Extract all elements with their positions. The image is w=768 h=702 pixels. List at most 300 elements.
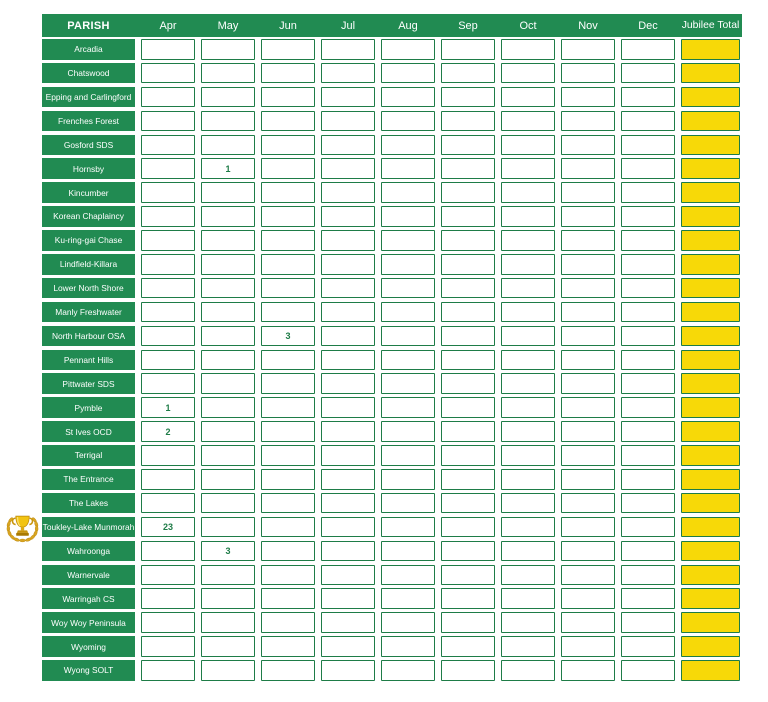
month-cell-may[interactable] (201, 565, 255, 586)
month-cell-jul[interactable] (321, 206, 375, 227)
month-cell-jul[interactable] (321, 326, 375, 347)
jubilee-total-cell[interactable] (681, 254, 740, 275)
month-cell-jun[interactable] (261, 254, 315, 275)
month-cell-nov[interactable] (561, 421, 615, 442)
month-cell-oct[interactable] (501, 493, 555, 514)
month-cell-dec[interactable] (621, 636, 675, 657)
month-cell-jun[interactable] (261, 63, 315, 84)
month-cell-aug[interactable] (381, 158, 435, 179)
month-cell-jul[interactable] (321, 254, 375, 275)
month-cell-oct[interactable] (501, 469, 555, 490)
month-cell-may[interactable] (201, 230, 255, 251)
parish-cell[interactable] (42, 373, 135, 394)
parish-cell[interactable] (42, 111, 135, 132)
month-cell-sep[interactable] (441, 660, 495, 681)
month-cell-dec[interactable] (621, 230, 675, 251)
month-cell-sep[interactable] (441, 206, 495, 227)
month-cell-oct[interactable] (501, 230, 555, 251)
jubilee-total-cell[interactable] (681, 350, 740, 371)
jubilee-total-cell[interactable] (681, 397, 740, 418)
month-cell-dec[interactable] (621, 326, 675, 347)
month-cell-jun[interactable] (261, 397, 315, 418)
parish-cell[interactable] (42, 588, 135, 609)
month-cell-may[interactable] (201, 373, 255, 394)
month-cell-nov[interactable] (561, 87, 615, 108)
month-cell-apr[interactable]: 1 (141, 397, 195, 418)
month-cell-jul[interactable] (321, 278, 375, 299)
month-cell-aug[interactable] (381, 182, 435, 203)
month-cell-aug[interactable] (381, 517, 435, 538)
month-cell-sep[interactable] (441, 111, 495, 132)
month-cell-jul[interactable] (321, 135, 375, 156)
month-cell-may[interactable] (201, 63, 255, 84)
month-cell-oct[interactable] (501, 612, 555, 633)
month-cell-may[interactable] (201, 135, 255, 156)
month-cell-oct[interactable] (501, 588, 555, 609)
month-cell-aug[interactable] (381, 660, 435, 681)
month-cell-sep[interactable] (441, 612, 495, 633)
month-cell-may[interactable] (201, 350, 255, 371)
month-cell-aug[interactable] (381, 565, 435, 586)
month-cell-dec[interactable] (621, 158, 675, 179)
month-cell-jun[interactable] (261, 493, 315, 514)
month-cell-oct[interactable] (501, 350, 555, 371)
month-cell-nov[interactable] (561, 254, 615, 275)
month-cell-jun[interactable] (261, 445, 315, 466)
jubilee-total-cell[interactable] (681, 63, 740, 84)
month-cell-nov[interactable] (561, 302, 615, 323)
parish-cell[interactable] (42, 397, 135, 418)
parish-cell[interactable] (42, 421, 135, 442)
month-cell-jun[interactable] (261, 636, 315, 657)
month-cell-sep[interactable] (441, 565, 495, 586)
month-cell-oct[interactable] (501, 135, 555, 156)
month-cell-may[interactable] (201, 39, 255, 60)
jubilee-total-cell[interactable] (681, 326, 740, 347)
month-cell-dec[interactable] (621, 517, 675, 538)
month-cell-apr[interactable] (141, 445, 195, 466)
month-cell-sep[interactable] (441, 469, 495, 490)
month-cell-dec[interactable] (621, 63, 675, 84)
month-cell-nov[interactable] (561, 397, 615, 418)
month-cell-oct[interactable] (501, 302, 555, 323)
month-cell-may[interactable] (201, 636, 255, 657)
month-cell-apr[interactable] (141, 493, 195, 514)
month-cell-nov[interactable] (561, 517, 615, 538)
month-cell-oct[interactable] (501, 158, 555, 179)
month-cell-aug[interactable] (381, 254, 435, 275)
month-cell-jul[interactable] (321, 517, 375, 538)
month-cell-oct[interactable] (501, 636, 555, 657)
month-cell-may[interactable] (201, 111, 255, 132)
month-cell-may[interactable]: 3 (201, 541, 255, 562)
month-cell-jul[interactable] (321, 373, 375, 394)
month-cell-apr[interactable] (141, 63, 195, 84)
month-cell-may[interactable] (201, 206, 255, 227)
month-cell-jun[interactable] (261, 469, 315, 490)
jubilee-total-cell[interactable] (681, 278, 740, 299)
month-cell-jul[interactable] (321, 397, 375, 418)
jubilee-total-cell[interactable] (681, 660, 740, 681)
month-cell-sep[interactable] (441, 278, 495, 299)
parish-cell[interactable] (42, 445, 135, 466)
month-cell-apr[interactable] (141, 565, 195, 586)
month-cell-apr[interactable] (141, 87, 195, 108)
month-cell-sep[interactable] (441, 636, 495, 657)
month-cell-aug[interactable] (381, 612, 435, 633)
month-cell-aug[interactable] (381, 302, 435, 323)
month-cell-jul[interactable] (321, 588, 375, 609)
month-cell-sep[interactable] (441, 254, 495, 275)
month-cell-sep[interactable] (441, 39, 495, 60)
jubilee-total-cell[interactable] (681, 421, 740, 442)
month-cell-oct[interactable] (501, 565, 555, 586)
jubilee-total-cell[interactable] (681, 636, 740, 657)
month-cell-may[interactable] (201, 421, 255, 442)
month-cell-sep[interactable] (441, 588, 495, 609)
month-cell-aug[interactable] (381, 87, 435, 108)
month-cell-nov[interactable] (561, 541, 615, 562)
month-cell-dec[interactable] (621, 588, 675, 609)
month-cell-jun[interactable] (261, 278, 315, 299)
month-cell-nov[interactable] (561, 445, 615, 466)
month-cell-jun[interactable] (261, 565, 315, 586)
month-cell-sep[interactable] (441, 493, 495, 514)
month-cell-jul[interactable] (321, 660, 375, 681)
month-cell-sep[interactable] (441, 230, 495, 251)
month-cell-oct[interactable] (501, 182, 555, 203)
month-cell-jun[interactable] (261, 158, 315, 179)
month-cell-aug[interactable] (381, 350, 435, 371)
month-cell-jun[interactable] (261, 588, 315, 609)
parish-cell[interactable] (42, 39, 135, 60)
month-cell-dec[interactable] (621, 39, 675, 60)
month-cell-jun[interactable] (261, 541, 315, 562)
month-cell-sep[interactable] (441, 302, 495, 323)
month-cell-may[interactable] (201, 87, 255, 108)
month-cell-oct[interactable] (501, 63, 555, 84)
month-cell-nov[interactable] (561, 326, 615, 347)
month-cell-oct[interactable] (501, 517, 555, 538)
month-cell-apr[interactable]: 2 (141, 421, 195, 442)
month-cell-may[interactable] (201, 254, 255, 275)
month-cell-apr[interactable] (141, 39, 195, 60)
month-cell-nov[interactable] (561, 612, 615, 633)
parish-cell[interactable] (42, 87, 135, 108)
month-cell-dec[interactable] (621, 397, 675, 418)
parish-cell[interactable] (42, 565, 135, 586)
month-cell-aug[interactable] (381, 63, 435, 84)
month-cell-nov[interactable] (561, 493, 615, 514)
month-cell-jun[interactable] (261, 350, 315, 371)
month-cell-apr[interactable] (141, 302, 195, 323)
month-cell-dec[interactable] (621, 541, 675, 562)
month-cell-may[interactable] (201, 445, 255, 466)
month-cell-may[interactable] (201, 469, 255, 490)
month-cell-jul[interactable] (321, 612, 375, 633)
month-cell-nov[interactable] (561, 39, 615, 60)
month-cell-dec[interactable] (621, 445, 675, 466)
parish-cell[interactable] (42, 230, 135, 251)
month-cell-dec[interactable] (621, 135, 675, 156)
month-cell-apr[interactable] (141, 135, 195, 156)
month-cell-dec[interactable] (621, 612, 675, 633)
month-cell-oct[interactable] (501, 326, 555, 347)
month-cell-may[interactable] (201, 278, 255, 299)
month-cell-jul[interactable] (321, 302, 375, 323)
month-cell-dec[interactable] (621, 469, 675, 490)
month-cell-sep[interactable] (441, 445, 495, 466)
parish-cell[interactable] (42, 469, 135, 490)
month-cell-apr[interactable] (141, 158, 195, 179)
month-cell-oct[interactable] (501, 278, 555, 299)
month-cell-dec[interactable] (621, 350, 675, 371)
month-cell-dec[interactable] (621, 565, 675, 586)
month-cell-nov[interactable] (561, 469, 615, 490)
month-cell-jul[interactable] (321, 493, 375, 514)
month-cell-apr[interactable] (141, 326, 195, 347)
month-cell-jun[interactable] (261, 612, 315, 633)
month-cell-dec[interactable] (621, 278, 675, 299)
month-cell-may[interactable] (201, 660, 255, 681)
month-cell-jul[interactable] (321, 111, 375, 132)
month-cell-aug[interactable] (381, 541, 435, 562)
month-cell-apr[interactable] (141, 206, 195, 227)
month-cell-jun[interactable] (261, 39, 315, 60)
month-cell-nov[interactable] (561, 158, 615, 179)
parish-cell[interactable] (42, 158, 135, 179)
month-cell-sep[interactable] (441, 158, 495, 179)
month-cell-nov[interactable] (561, 63, 615, 84)
month-cell-jul[interactable] (321, 158, 375, 179)
month-cell-jun[interactable] (261, 87, 315, 108)
month-cell-jun[interactable] (261, 206, 315, 227)
jubilee-total-cell[interactable] (681, 182, 740, 203)
month-cell-may[interactable] (201, 397, 255, 418)
jubilee-total-cell[interactable] (681, 230, 740, 251)
month-cell-jun[interactable] (261, 230, 315, 251)
month-cell-aug[interactable] (381, 278, 435, 299)
jubilee-total-cell[interactable] (681, 111, 740, 132)
month-cell-may[interactable] (201, 302, 255, 323)
month-cell-sep[interactable] (441, 350, 495, 371)
jubilee-total-cell[interactable] (681, 517, 740, 538)
month-cell-jul[interactable] (321, 350, 375, 371)
month-cell-dec[interactable] (621, 660, 675, 681)
month-cell-oct[interactable] (501, 445, 555, 466)
month-cell-sep[interactable] (441, 87, 495, 108)
month-cell-nov[interactable] (561, 588, 615, 609)
parish-cell[interactable] (42, 206, 135, 227)
month-cell-aug[interactable] (381, 636, 435, 657)
jubilee-total-cell[interactable] (681, 493, 740, 514)
month-cell-aug[interactable] (381, 39, 435, 60)
month-cell-jun[interactable] (261, 302, 315, 323)
month-cell-may[interactable] (201, 588, 255, 609)
parish-cell[interactable] (42, 660, 135, 681)
month-cell-may[interactable]: 1 (201, 158, 255, 179)
month-cell-nov[interactable] (561, 135, 615, 156)
month-cell-jul[interactable] (321, 39, 375, 60)
month-cell-sep[interactable] (441, 421, 495, 442)
month-cell-jun[interactable] (261, 111, 315, 132)
month-cell-jul[interactable] (321, 87, 375, 108)
month-cell-may[interactable] (201, 612, 255, 633)
jubilee-total-cell[interactable] (681, 541, 740, 562)
month-cell-sep[interactable] (441, 135, 495, 156)
month-cell-jun[interactable] (261, 182, 315, 203)
month-cell-jun[interactable] (261, 135, 315, 156)
parish-cell[interactable] (42, 135, 135, 156)
parish-label: Warnervale (67, 569, 110, 580)
jubilee-total-cell[interactable] (681, 87, 740, 108)
month-cell-sep[interactable] (441, 63, 495, 84)
month-cell-oct[interactable] (501, 421, 555, 442)
month-cell-jun[interactable] (261, 421, 315, 442)
month-cell-jul[interactable] (321, 230, 375, 251)
month-cell-dec[interactable] (621, 87, 675, 108)
jubilee-total-cell[interactable] (681, 469, 740, 490)
month-cell-jul[interactable] (321, 636, 375, 657)
month-cell-jun[interactable] (261, 517, 315, 538)
month-cell-aug[interactable] (381, 445, 435, 466)
month-cell-sep[interactable] (441, 182, 495, 203)
month-cell-apr[interactable] (141, 636, 195, 657)
jubilee-total-cell[interactable] (681, 158, 740, 179)
jubilee-total-cell[interactable] (681, 302, 740, 323)
month-cell-jun[interactable] (261, 660, 315, 681)
month-cell-oct[interactable] (501, 111, 555, 132)
month-cell-jul[interactable] (321, 565, 375, 586)
month-cell-nov[interactable] (561, 182, 615, 203)
month-cell-nov[interactable] (561, 350, 615, 371)
month-cell-apr[interactable] (141, 111, 195, 132)
month-cell-oct[interactable] (501, 373, 555, 394)
parish-cell[interactable] (42, 541, 135, 562)
parish-cell[interactable] (42, 493, 135, 514)
jubilee-total-cell[interactable] (681, 39, 740, 60)
month-cell-sep[interactable] (441, 397, 495, 418)
jubilee-total-cell[interactable] (681, 445, 740, 466)
month-cell-oct[interactable] (501, 254, 555, 275)
month-cell-apr[interactable] (141, 373, 195, 394)
month-cell-sep[interactable] (441, 373, 495, 394)
month-cell-jul[interactable] (321, 63, 375, 84)
parish-cell[interactable] (42, 254, 135, 275)
parish-cell[interactable] (42, 517, 135, 538)
month-cell-aug[interactable] (381, 326, 435, 347)
month-cell-apr[interactable] (141, 182, 195, 203)
month-cell-aug[interactable] (381, 373, 435, 394)
month-cell-jun[interactable]: 3 (261, 326, 315, 347)
month-cell-sep[interactable] (441, 541, 495, 562)
parish-label: Hornsby (72, 163, 105, 174)
month-cell-dec[interactable] (621, 254, 675, 275)
month-cell-aug[interactable] (381, 397, 435, 418)
month-cell-jul[interactable] (321, 182, 375, 203)
month-cell-dec[interactable] (621, 373, 675, 394)
month-cell-aug[interactable] (381, 421, 435, 442)
month-cell-apr[interactable] (141, 469, 195, 490)
month-cell-sep[interactable] (441, 517, 495, 538)
parish-cell[interactable] (42, 350, 135, 371)
month-cell-oct[interactable] (501, 397, 555, 418)
month-cell-oct[interactable] (501, 39, 555, 60)
month-cell-aug[interactable] (381, 230, 435, 251)
month-cell-jun[interactable] (261, 373, 315, 394)
month-cell-jul[interactable] (321, 421, 375, 442)
parish-cell[interactable] (42, 302, 135, 323)
jubilee-total-cell[interactable] (681, 206, 740, 227)
jubilee-total-cell[interactable] (681, 565, 740, 586)
month-cell-nov[interactable] (561, 636, 615, 657)
month-cell-dec[interactable] (621, 493, 675, 514)
month-cell-nov[interactable] (561, 278, 615, 299)
month-cell-jul[interactable] (321, 469, 375, 490)
parish-cell[interactable] (42, 278, 135, 299)
month-cell-nov[interactable] (561, 111, 615, 132)
month-cell-oct[interactable] (501, 541, 555, 562)
month-cell-jul[interactable] (321, 541, 375, 562)
month-cell-dec[interactable] (621, 111, 675, 132)
parish-cell[interactable] (42, 326, 135, 347)
month-cell-nov[interactable] (561, 230, 615, 251)
month-cell-sep[interactable] (441, 326, 495, 347)
month-cell-oct[interactable] (501, 87, 555, 108)
jubilee-total-cell[interactable] (681, 588, 740, 609)
month-cell-apr[interactable] (141, 254, 195, 275)
month-cell-dec[interactable] (621, 206, 675, 227)
month-cell-apr[interactable] (141, 230, 195, 251)
month-cell-apr[interactable] (141, 278, 195, 299)
month-cell-aug[interactable] (381, 111, 435, 132)
parish-cell[interactable] (42, 182, 135, 203)
month-cell-may[interactable] (201, 182, 255, 203)
month-cell-nov[interactable] (561, 373, 615, 394)
jubilee-total-cell[interactable] (681, 135, 740, 156)
month-cell-aug[interactable] (381, 135, 435, 156)
month-cell-nov[interactable] (561, 660, 615, 681)
month-cell-oct[interactable] (501, 660, 555, 681)
parish-cell[interactable] (42, 612, 135, 633)
jubilee-total-cell[interactable] (681, 612, 740, 633)
month-cell-may[interactable] (201, 326, 255, 347)
parish-cell[interactable] (42, 636, 135, 657)
month-cell-apr[interactable] (141, 588, 195, 609)
month-cell-apr[interactable] (141, 350, 195, 371)
month-cell-apr[interactable] (141, 660, 195, 681)
month-cell-dec[interactable] (621, 182, 675, 203)
month-cell-aug[interactable] (381, 588, 435, 609)
month-cell-aug[interactable] (381, 493, 435, 514)
table-row (42, 158, 742, 179)
month-cell-dec[interactable] (621, 302, 675, 323)
month-cell-dec[interactable] (621, 421, 675, 442)
month-cell-nov[interactable] (561, 206, 615, 227)
month-cell-apr[interactable] (141, 541, 195, 562)
month-cell-apr[interactable]: 23 (141, 517, 195, 538)
month-cell-may[interactable] (201, 517, 255, 538)
jubilee-total-cell[interactable] (681, 373, 740, 394)
month-cell-apr[interactable] (141, 612, 195, 633)
month-cell-may[interactable] (201, 493, 255, 514)
month-cell-jul[interactable] (321, 445, 375, 466)
month-cell-aug[interactable] (381, 206, 435, 227)
month-cell-aug[interactable] (381, 469, 435, 490)
month-cell-oct[interactable] (501, 206, 555, 227)
parish-cell[interactable] (42, 63, 135, 84)
month-cell-nov[interactable] (561, 565, 615, 586)
